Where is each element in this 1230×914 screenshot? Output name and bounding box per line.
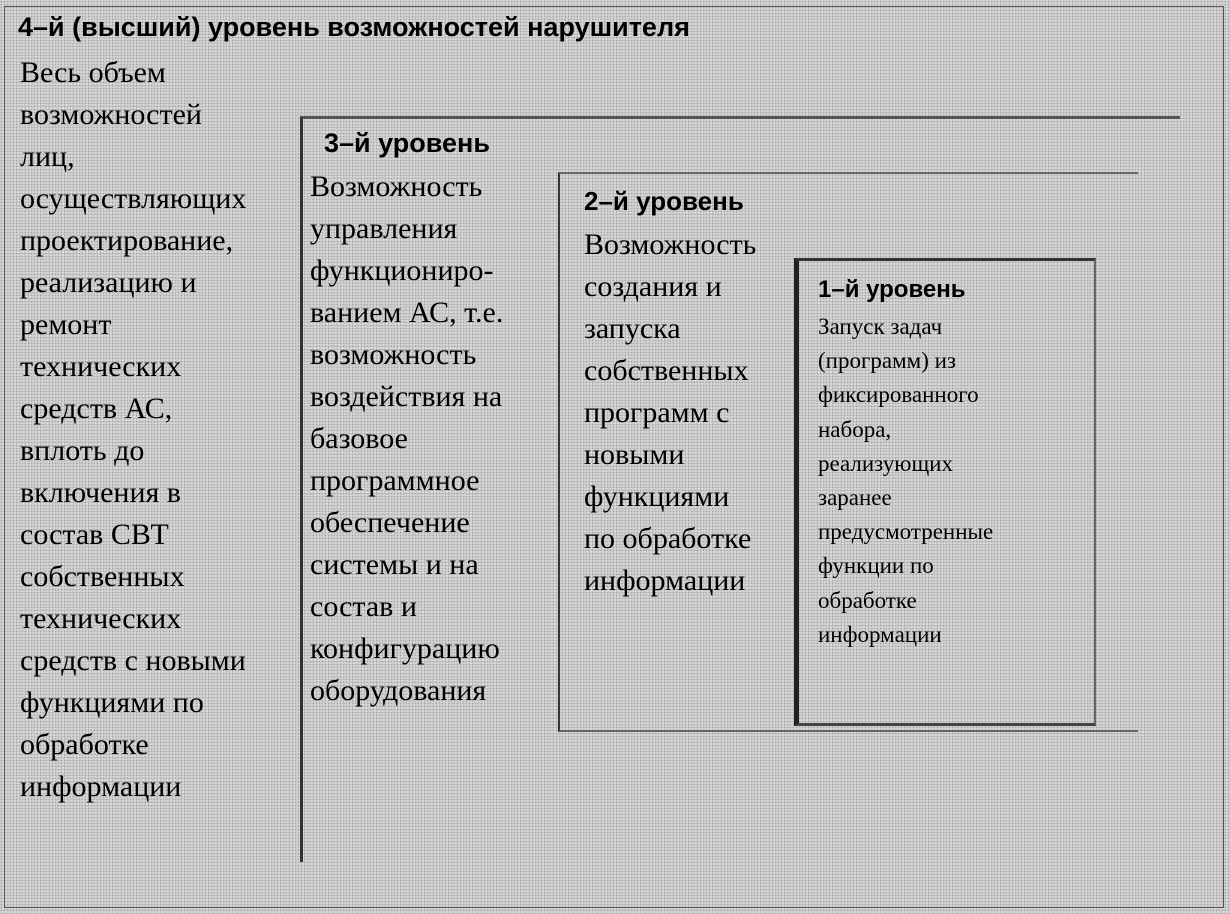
level1-description: Запуск задач (программ) из фиксированного набора, реализующих заранее предусмотренные функции по обработке информации	[818, 314, 994, 647]
level2-description: Возможность создания и запуска собственных программ с новыми функциями по обработке информации	[584, 228, 757, 597]
level2-title: 2–й уровень	[584, 186, 744, 216]
level4-description: Весь объем возможностей лиц, осуществляющих проектирование, реализацию и ремонт технических средств АС, вплоть до включения в состав СВТ собственных технических средств с новыми функциями по обработке информации	[20, 56, 247, 803]
level3-description: Возможность управления функциониро- ванием АС, т.е. возможность воздействия на базовое программное обеспечение системы и на состав и конфигурацию оборудования	[310, 170, 504, 707]
level1-title: 1–й уровень	[818, 276, 966, 303]
level3-title: 3–й уровень	[324, 128, 490, 158]
level4-title: 4–й (высший) уровень возможностей нарушителя	[18, 12, 690, 42]
